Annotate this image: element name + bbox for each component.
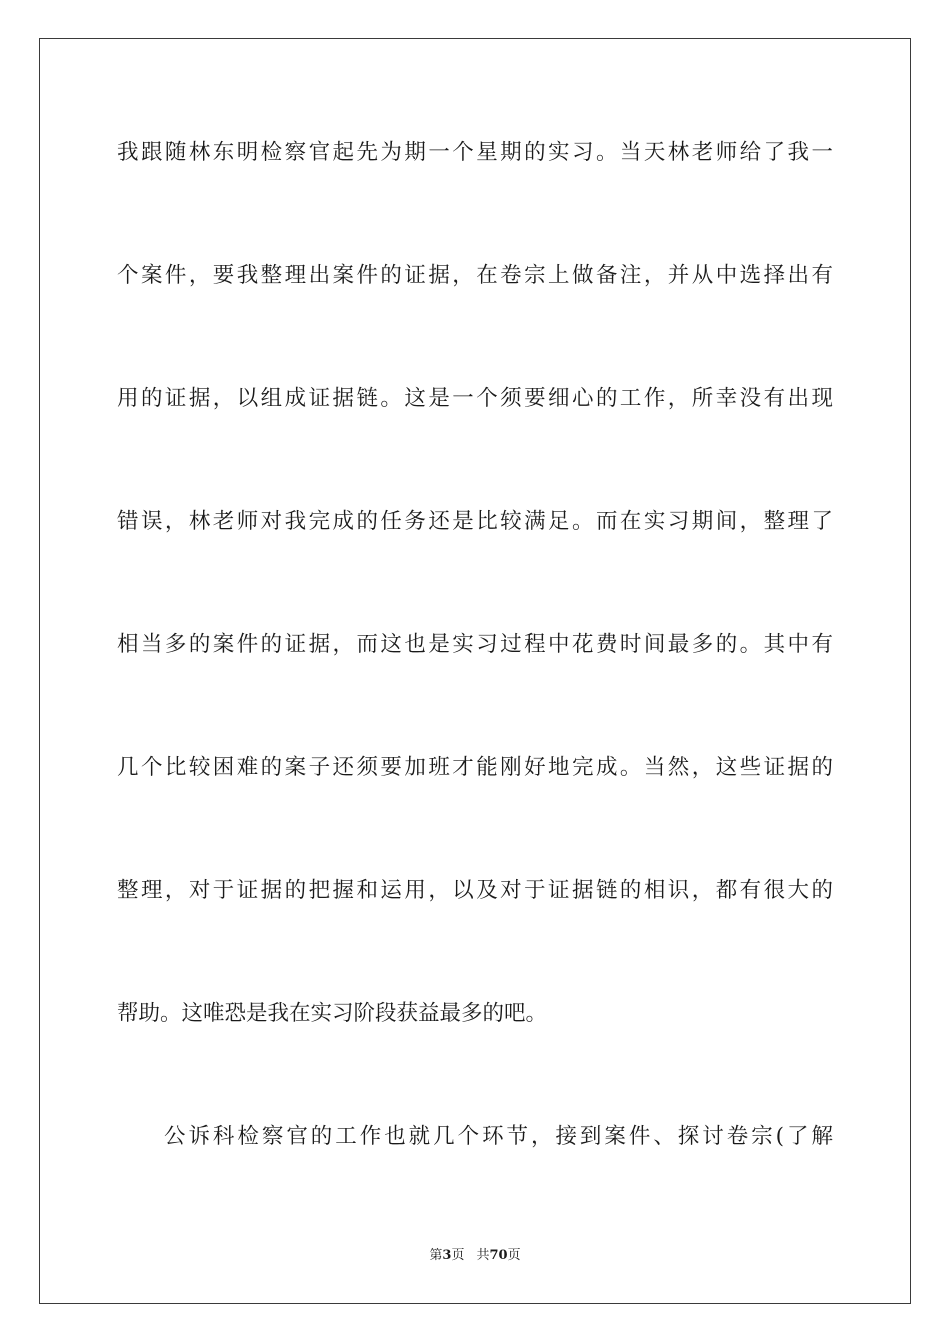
page-frame — [39, 38, 911, 1304]
body-line-3: 用的证据，以组成证据链。这是一个须要细心的工作，所幸没有出现 — [117, 386, 833, 411]
body-line-5: 相当多的案件的证据，而这也是实习过程中花费时间最多的。其中有 — [117, 632, 833, 657]
total-suffix: 页 — [507, 1248, 521, 1263]
body-line-7: 整理，对于证据的把握和运用，以及对于证据链的相识，都有很大的 — [117, 878, 833, 903]
body-line-4: 错误，林老师对我完成的任务还是比较满足。而在实习期间，整理了 — [117, 509, 833, 534]
page-footer — [0, 1247, 950, 1265]
body-line-6: 几个比较困难的案子还须要加班才能刚好地完成。当然，这些证据的 — [117, 755, 833, 780]
total-pages: 70 — [489, 1248, 508, 1263]
page-number: 3 — [442, 1248, 452, 1263]
body-line-8: 帮助。这唯恐是我在实习阶段获益最多的吧。 — [117, 1001, 548, 1026]
body-line-2: 个案件，要我整理出案件的证据，在卷宗上做备注，并从中选择出有 — [117, 263, 833, 288]
body-line-9: 公诉科检察官的工作也就几个环节，接到案件、探讨卷宗(了解 — [164, 1124, 833, 1149]
page-prefix: 第 — [429, 1248, 443, 1263]
total-prefix: 共 — [476, 1248, 490, 1263]
body-line-1: 我跟随林东明检察官起先为期一个星期的实习。当天林老师给了我一 — [117, 140, 833, 165]
page-suffix: 页 — [451, 1248, 465, 1263]
